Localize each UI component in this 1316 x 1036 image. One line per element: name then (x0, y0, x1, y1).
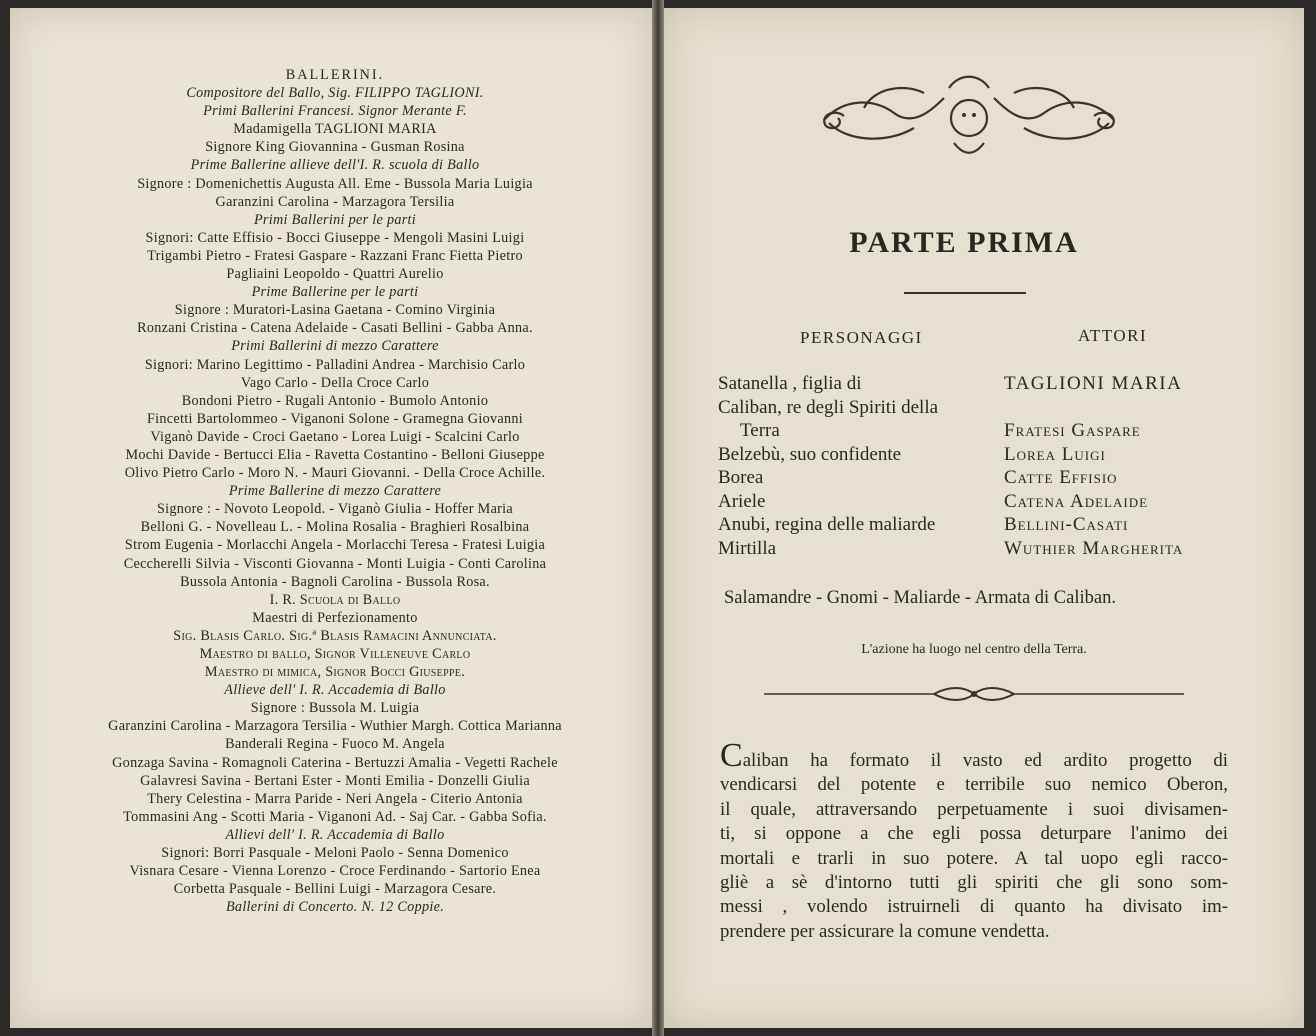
cast-line: Signori: Marino Legittimo - Palladini Andrea - Marchisio Carlo (144, 356, 526, 373)
cast-line: Garanzini Carolina - Marzagora Tersilia (215, 193, 455, 210)
role-row (718, 537, 1258, 561)
cast-line: Signori: Catte Effisio - Bocci Giuseppe - Mengoli Masini Luigi (145, 229, 525, 246)
cast-line: Bondoni Pietro - Rugali Antonio - Bumolo Antonio (181, 392, 489, 409)
left-page (10, 8, 652, 1028)
cast-line: Tommasini Ang - Scotti Maria - Viganoni Ad. - Saj Car. - Gabba Sofia. (123, 808, 547, 825)
setting-line: L'azione ha luogo nel centro della Terra. (861, 642, 1087, 657)
cast-line: Maestro di mimica, Signor Bocci Giuseppe. (204, 664, 466, 681)
cast-line: Signori: Borri Pasquale - Meloni Paolo - Senna Domenico (161, 845, 509, 862)
actor-name: Fratesi Gaspare (1004, 420, 1141, 441)
book-gutter (652, 0, 664, 1036)
cast-line: Galavresi Savina - Bertani Ester - Monti Emilia - Donzelli Giulia (140, 772, 530, 789)
cast-line: Maestri di Perfezionamento (252, 609, 418, 626)
cast-line: Thery Celestina - Marra Paride - Neri Angela - Citerio Antonia (147, 790, 523, 807)
cast-line: Primi Ballerini Francesi. Signor Merante F. (203, 103, 467, 120)
paragraph-line: il quale, attraversando perpetuamente i suoi divisamen- (720, 798, 1228, 820)
paragraph-line: ti, si oppone a che egli possa deturpare l'animo dei (720, 823, 1228, 845)
role-row (718, 443, 1258, 467)
paragraph-line (720, 737, 1228, 774)
cast-line: Bussola Antonia - Bagnoli Carolina - Bussola Rosa. (180, 573, 490, 590)
cast-line: Primi Ballerini di mezzo Carattere (231, 338, 439, 355)
role-name: Mirtilla (718, 537, 777, 559)
cast-line: BALLERINI. (285, 67, 385, 83)
role-name: Ariele (718, 490, 766, 512)
paragraph-line: mortali e trarli in suo potere. A tal uopo egli racco- (720, 847, 1228, 869)
actor-name: Catena Adelaide (1004, 490, 1149, 512)
cast-line: Signore King Giovannina - Gusman Rosina (205, 139, 465, 156)
drop-cap: C (720, 737, 743, 774)
role-row (718, 372, 1258, 396)
cast-line: Pagliaini Leopoldo - Quattri Aurelio (226, 266, 444, 283)
cast-line: Fincetti Bartolommeo - Viganoni Solone - Gramegna Giovanni (146, 410, 524, 427)
chorus-line: Salamandre - Gnomi - Maliarde - Armata di Caliban. (724, 588, 1116, 608)
actor-name: TAGLIONI MARIA (1004, 373, 1183, 394)
role-row (718, 419, 1258, 443)
cast-list (38, 66, 632, 916)
actor-name: Lorea Luigi (1004, 443, 1106, 465)
cast-line: Banderali Regina - Fuoco M. Angela (225, 736, 445, 753)
cast-line: Allievi dell' I. R. Accademia di Ballo (225, 826, 445, 843)
cast-line: Sig. Blasis Carlo. Sig.ª Blasis Ramacini Annunciata. (173, 627, 497, 644)
right-page (664, 8, 1304, 1028)
actor-name: Bellini-Casati (1004, 514, 1129, 535)
cast-line: Mochi Davide - Bertucci Elia - Ravetta Costantino - Belloni Giuseppe (125, 446, 545, 463)
cast-line: Prime Ballerine per le parti (251, 284, 419, 301)
cast-line: I. R. Scuola di Ballo (269, 591, 401, 608)
header-attori: ATTORI (1078, 326, 1148, 345)
role-name: Satanella , figlia di (718, 373, 862, 394)
actor-name: Catte Effisio (1004, 467, 1118, 488)
cast-line: Signore : Muratori-Lasina Gaetana - Comino Virginia (174, 302, 496, 319)
role-row (718, 490, 1258, 514)
role-name: Terra (740, 420, 780, 441)
cast-line: Signore : Bussola M. Luigia (250, 700, 420, 717)
header-personaggi: PERSONAGGI (800, 328, 923, 347)
cast-line: Viganò Davide - Croci Gaetano - Lorea Luigi - Scalcini Carlo (150, 428, 520, 445)
cast-line: Compositore del Ballo, Sig. FILIPPO TAGLIONI. (186, 85, 484, 102)
role-row (718, 396, 1258, 420)
cast-line: Prime Ballerine allieve dell'I. R. scuola di Ballo (190, 157, 480, 174)
cast-line: Signore : Domenichettis Augusta All. Eme - Bussola Maria Luigia (137, 175, 533, 192)
cast-line: Ronzani Cristina - Catena Adelaide - Casati Bellini - Gabba Anna. (137, 320, 533, 337)
cast-line: Vago Carlo - Della Croce Carlo (240, 374, 430, 391)
roles-table (718, 372, 1258, 560)
page-title: PARTE PRIMA (849, 226, 1079, 259)
cast-line: Ceccherelli Silvia - Visconti Giovanna - Monti Luigia - Conti Carolina (123, 555, 547, 572)
title-rule (904, 292, 1026, 294)
cast-line: Belloni G. - Novelleau L. - Molina Rosalia - Braghieri Rosalbina (140, 519, 530, 536)
role-name: Anubi, regina delle maliarde (718, 514, 936, 535)
cast-line: Ballerini di Concerto. N. 12 Coppie. (225, 899, 445, 916)
cast-line: Primi Ballerini per le parti (253, 211, 417, 228)
paragraph-line: prendere per assicurare la comune vendetta. (720, 920, 1050, 942)
role-name: Belzebù, suo confidente (718, 443, 902, 465)
paragraph-text: aliban ha formato il vasto ed ardito progetto di (742, 750, 1228, 771)
cast-line: Signore : - Novoto Leopold. - Viganò Giulia - Hoffer Maria (156, 501, 514, 518)
paragraph-line: gliè a sè d'intorno tutti gli spiriti che gli sono som- (720, 872, 1228, 894)
role-name: Borea (718, 467, 764, 488)
actor-name: Wuthier Margherita (1004, 537, 1184, 559)
cast-line: Gonzaga Savina - Romagnoli Caterina - Bertuzzi Amalia - Vegetti Rachele (112, 754, 558, 771)
cast-line: Strom Eugenia - Morlacchi Angela - Morlacchi Teresa - Fratesi Luigia (124, 537, 546, 554)
cast-line: Prime Ballerine di mezzo Carattere (228, 483, 442, 500)
synopsis-paragraph (720, 737, 1228, 944)
cast-line: Maestro di ballo, Signor Villeneuve Carlo (199, 646, 471, 662)
cast-line: Visnara Cesare - Vienna Lorenzo - Croce Ferdinando - Sartorio Enea (129, 863, 541, 880)
role-row (718, 513, 1258, 537)
role-name: Caliban, re degli Spiriti della (718, 396, 939, 418)
cast-line: Olivo Pietro Carlo - Moro N. - Mauri Giovanni. - Della Croce Achille. (124, 465, 546, 482)
cast-line: Garanzini Carolina - Marzagora Tersilia - Wuthier Margh. Cottica Marianna (108, 718, 562, 735)
ornamental-rule (764, 684, 1184, 704)
role-row (718, 466, 1258, 490)
cast-line: Corbetta Pasquale - Bellini Luigi - Marzagora Cesare. (173, 881, 497, 898)
paragraph-line: vendicarsi del potente e terribile suo nemico Oberon, (720, 774, 1228, 796)
cast-line: Trigambi Pietro - Fratesi Gaspare - Razzani Franc Fietta Pietro (147, 247, 523, 264)
ornament-headpiece (804, 68, 1134, 158)
cast-line: Allieve dell' I. R. Accademia di Ballo (224, 682, 446, 699)
paragraph-line: messi , volendo istruirneli di quanto ha divisato im- (720, 896, 1228, 918)
cast-line: Madamigella TAGLIONI MARIA (233, 121, 437, 138)
